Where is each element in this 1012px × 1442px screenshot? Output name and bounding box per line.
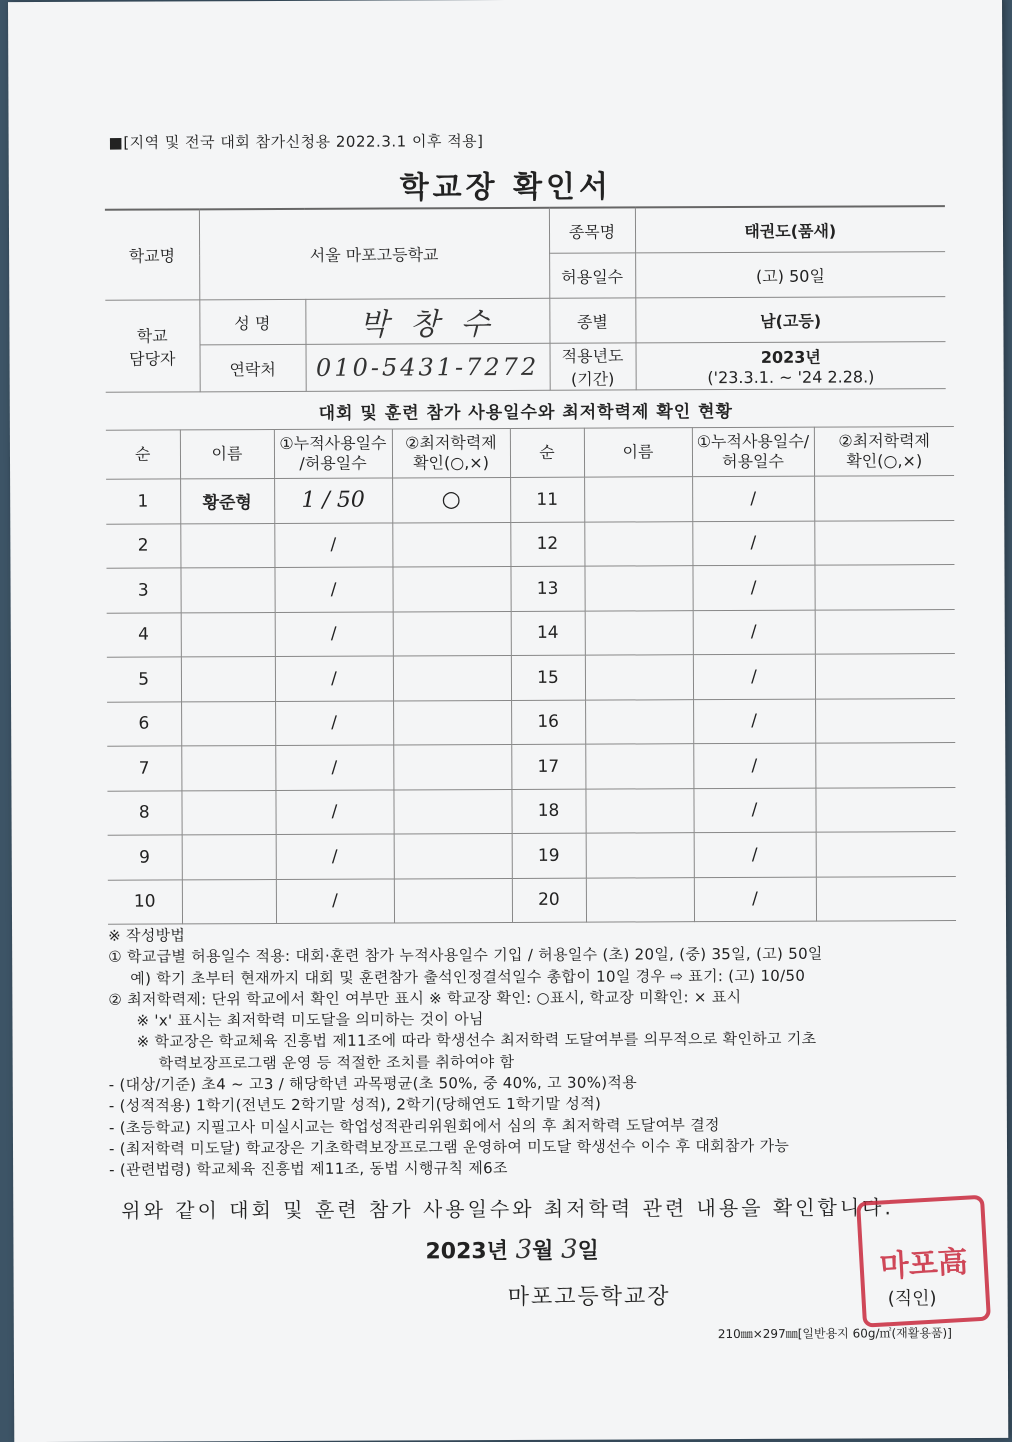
note-line: - (최저학력 미도달) 학교장은 기초학력보장프로그램 운영하여 미도달 학생선수 이수 후 대회참가 가능 xyxy=(108,1136,790,1158)
row-name-right xyxy=(584,521,692,566)
row-days-right: / xyxy=(693,788,815,833)
row-no-left: 10 xyxy=(108,879,182,924)
name-label: 성 명 xyxy=(199,299,305,344)
row-check-right xyxy=(815,743,955,788)
date-day: 3 xyxy=(561,1234,578,1265)
row-no-right: 17 xyxy=(511,744,585,789)
school-value: 서울 마포고등학교 xyxy=(199,208,549,300)
row-name-left xyxy=(181,701,275,746)
row-name-left xyxy=(182,835,276,880)
note-line: ※ 'x' 표시는 최저학력 미도달을 의미하는 것이 아님 xyxy=(136,1010,484,1030)
seal-text: 마포高 xyxy=(878,1244,969,1285)
row-name-left xyxy=(181,612,275,657)
table-row xyxy=(107,698,955,746)
document-title: 학교장 확인서 xyxy=(399,169,613,206)
row-check-right xyxy=(814,520,954,565)
days-label: 허용일수 xyxy=(549,253,635,298)
row-check-right xyxy=(815,654,955,699)
category-value: 남(고등) xyxy=(635,297,945,343)
event-value: 태권도(품새) xyxy=(635,206,945,253)
row-no-left: 2 xyxy=(106,523,180,568)
usage-table-body xyxy=(106,476,956,925)
row-no-left: 8 xyxy=(107,790,181,835)
row-days-right: / xyxy=(693,610,815,655)
row-name-left: 황준형 xyxy=(180,479,274,524)
date-day-unit: 일 xyxy=(577,1238,599,1264)
row-no-left: 6 xyxy=(107,701,181,746)
row-no-right: 16 xyxy=(511,700,585,745)
date-month: 3 xyxy=(515,1234,533,1265)
row-check-left xyxy=(393,611,511,656)
date-year: 2023년 xyxy=(425,1238,508,1265)
year-value: 2023년 xyxy=(760,347,821,367)
header-note: ■[지역 및 전국 대회 참가신청용 2022.3.1 이후 적용] xyxy=(108,132,484,152)
row-days-left: / xyxy=(274,522,392,567)
row-check-right xyxy=(816,832,956,877)
row-name-left xyxy=(182,879,276,924)
row-name-right xyxy=(585,788,693,833)
row-days-left: / xyxy=(275,611,393,656)
note-line: - (관련법령) 학교체육 진흥법 제11조, 동법 시행규칙 제6조 xyxy=(109,1159,508,1180)
event-label: 종목명 xyxy=(549,207,635,253)
row-name-left xyxy=(180,523,274,568)
manager-label xyxy=(105,300,199,392)
row-days-right: / xyxy=(693,654,815,699)
row-check-left xyxy=(392,522,510,567)
table-row xyxy=(107,654,955,702)
header-check-left-line2: 확인(○,×) xyxy=(413,453,489,473)
manager-label-line1: 학교 xyxy=(136,325,168,346)
row-days-right: / xyxy=(692,521,814,566)
paper-spec: 210㎜×297㎜[일반용지 60g/㎡(재활용품)] xyxy=(717,1326,952,1342)
row-check-right xyxy=(816,876,956,921)
row-name-right xyxy=(585,655,693,700)
header-days-right-line1: ①누적사용일수/ xyxy=(696,431,810,452)
note-line: ※ 학교장은 학교체육 진흥법 제11조에 따라 학생선수 최저학력 도달여부를 의무적으로 확인하고 기초 xyxy=(136,1030,817,1052)
confirmation-statement: 위와 같이 대회 및 훈련 참가 사용일수와 최저학력 관련 내용을 확인합니다. xyxy=(121,1195,894,1223)
row-name-right xyxy=(586,877,694,922)
note-line: 예) 학기 초부터 현재까지 대회 및 훈련참가 출석인정결석일수 총합이 10일 경우 ⇨ 표기: (고) 10/50 xyxy=(130,966,806,988)
header-check-right-line2: 확인(○,×) xyxy=(846,451,923,471)
row-check-left xyxy=(392,566,510,611)
header-no-right: 순 xyxy=(510,428,584,477)
row-check-right xyxy=(814,476,954,521)
row-check-left xyxy=(393,789,511,834)
info-table xyxy=(105,205,946,393)
row-check-left xyxy=(393,744,511,789)
row-check-right xyxy=(815,698,955,743)
row-days-left: / xyxy=(275,700,393,745)
row-check-left xyxy=(393,655,511,700)
header-days-right-line2: 허용일수 xyxy=(722,451,784,472)
row-days-left: / xyxy=(275,789,393,834)
row-no-left: 5 xyxy=(107,657,181,702)
row-name-left xyxy=(181,746,275,791)
row-name-left xyxy=(181,657,275,702)
row-no-left: 7 xyxy=(107,746,181,791)
section-title: 대회 및 훈련 참가 사용일수와 최저학력제 확인 현황 xyxy=(318,402,733,424)
row-check-left: ○ xyxy=(392,477,510,522)
principal-name: 마포고등학교장 xyxy=(507,1284,671,1311)
row-no-right: 14 xyxy=(511,611,585,656)
row-no-left: 3 xyxy=(106,568,180,613)
note-line: ② 최저학력제: 단위 학교에서 확인 여부만 표시 ※ 학교장 확인: ○표시, 학교장 미확인: × 표시 xyxy=(108,987,742,1009)
date-month-unit: 월 xyxy=(532,1238,554,1264)
header-name-right: 이름 xyxy=(584,428,692,477)
year-value-cell xyxy=(635,342,945,390)
header-days-left-line2: /허용일수 xyxy=(299,453,367,473)
note-line: 학력보장프로그램 운영 등 적절한 조치를 취하여야 함 xyxy=(158,1052,515,1073)
category-label: 종별 xyxy=(549,298,635,343)
row-check-right xyxy=(815,609,955,654)
row-no-right: 13 xyxy=(510,566,584,611)
row-days-left: / xyxy=(276,834,394,879)
contact-value: 010-5431-7272 xyxy=(306,343,550,391)
manager-label-line2: 담당자 xyxy=(129,348,176,369)
header-days-left xyxy=(274,429,392,479)
school-label: 학교명 xyxy=(105,209,199,300)
row-name-right xyxy=(585,744,693,789)
header-check-right-line1: ②최저학력제 xyxy=(838,431,931,451)
note-heading: ※ 작성방법 xyxy=(108,926,186,945)
row-name-right xyxy=(585,699,693,744)
row-name-right xyxy=(585,610,693,655)
period-value: ('23.3.1. ~ '24 2.28.) xyxy=(707,367,875,388)
row-no-left: 1 xyxy=(106,479,180,524)
row-name-left xyxy=(181,790,275,835)
row-days-left: / xyxy=(274,567,392,612)
table-row xyxy=(107,743,955,791)
instructions xyxy=(108,922,989,1181)
issue-date xyxy=(425,1234,599,1266)
row-no-right: 20 xyxy=(512,878,586,923)
table-row xyxy=(106,476,954,524)
row-check-left xyxy=(393,700,511,745)
document-page xyxy=(8,0,1008,1442)
row-no-right: 12 xyxy=(510,522,584,567)
row-days-left: / xyxy=(275,656,393,701)
year-label-line2: (기간) xyxy=(570,369,615,389)
note-line: - (초등학교) 지필고사 미실시교는 학업성적관리위원회에서 심의 후 최저학력 도달여부 결정 xyxy=(108,1115,720,1137)
row-check-left xyxy=(394,878,512,923)
row-check-right xyxy=(814,565,954,610)
table-row xyxy=(106,520,954,568)
row-no-right: 18 xyxy=(511,789,585,834)
row-days-right: / xyxy=(694,832,816,877)
table-row xyxy=(106,565,954,613)
row-no-left: 4 xyxy=(107,612,181,657)
header-days-right xyxy=(692,427,814,477)
header-name-left: 이름 xyxy=(180,430,274,479)
row-days-right: / xyxy=(694,877,816,922)
note-line: ① 학교급별 허용일수 적용: 대회·훈련 참가 누적사용일수 기입 / 허용일수 (초) 20일, (중) 35일, (고) 50일 xyxy=(108,944,823,967)
row-check-right xyxy=(815,787,955,832)
row-days-left: / xyxy=(276,878,394,923)
note-line: - (성적적용) 1학기(전년도 2학기말 성적), 2학기(당해연도 1학기말 성적) xyxy=(108,1094,602,1116)
seal-mark: (직인) xyxy=(887,1288,937,1310)
row-name-right xyxy=(584,477,692,522)
name-value: 박 창 수 xyxy=(305,298,549,344)
row-no-right: 19 xyxy=(512,833,586,878)
row-name-right xyxy=(586,833,694,878)
row-days-left: 1 / 50 xyxy=(274,478,392,523)
year-label-line1: 적용년도 xyxy=(561,346,624,366)
contact-label: 연락처 xyxy=(200,344,306,391)
row-no-right: 11 xyxy=(510,477,584,522)
header-check-left-line1: ②최저학력제 xyxy=(405,433,497,453)
row-name-right xyxy=(584,566,692,611)
row-no-left: 9 xyxy=(108,835,182,880)
usage-table xyxy=(106,426,956,925)
row-days-left: / xyxy=(275,745,393,790)
table-row xyxy=(108,876,956,924)
row-name-left xyxy=(180,568,274,613)
header-days-left-line1: ①누적사용일수 xyxy=(279,433,387,453)
days-value: (고) 50일 xyxy=(635,252,945,298)
header-no-left: 순 xyxy=(106,430,180,479)
row-days-right: / xyxy=(692,476,814,521)
row-days-right: / xyxy=(693,743,815,788)
note-line: - (대상/기준) 초4 ~ 고3 / 해당학년 과목평균(초 50%, 중 40%, 고 30%)적용 xyxy=(108,1073,638,1094)
row-check-left xyxy=(394,833,512,878)
row-no-right: 15 xyxy=(511,655,585,700)
year-label xyxy=(549,343,635,390)
row-days-right: / xyxy=(692,565,814,610)
table-row xyxy=(108,832,956,880)
row-days-right: / xyxy=(693,699,815,744)
table-row xyxy=(107,609,955,657)
header-check-left xyxy=(392,428,510,478)
table-row xyxy=(107,787,955,835)
header-check-right xyxy=(814,427,954,477)
